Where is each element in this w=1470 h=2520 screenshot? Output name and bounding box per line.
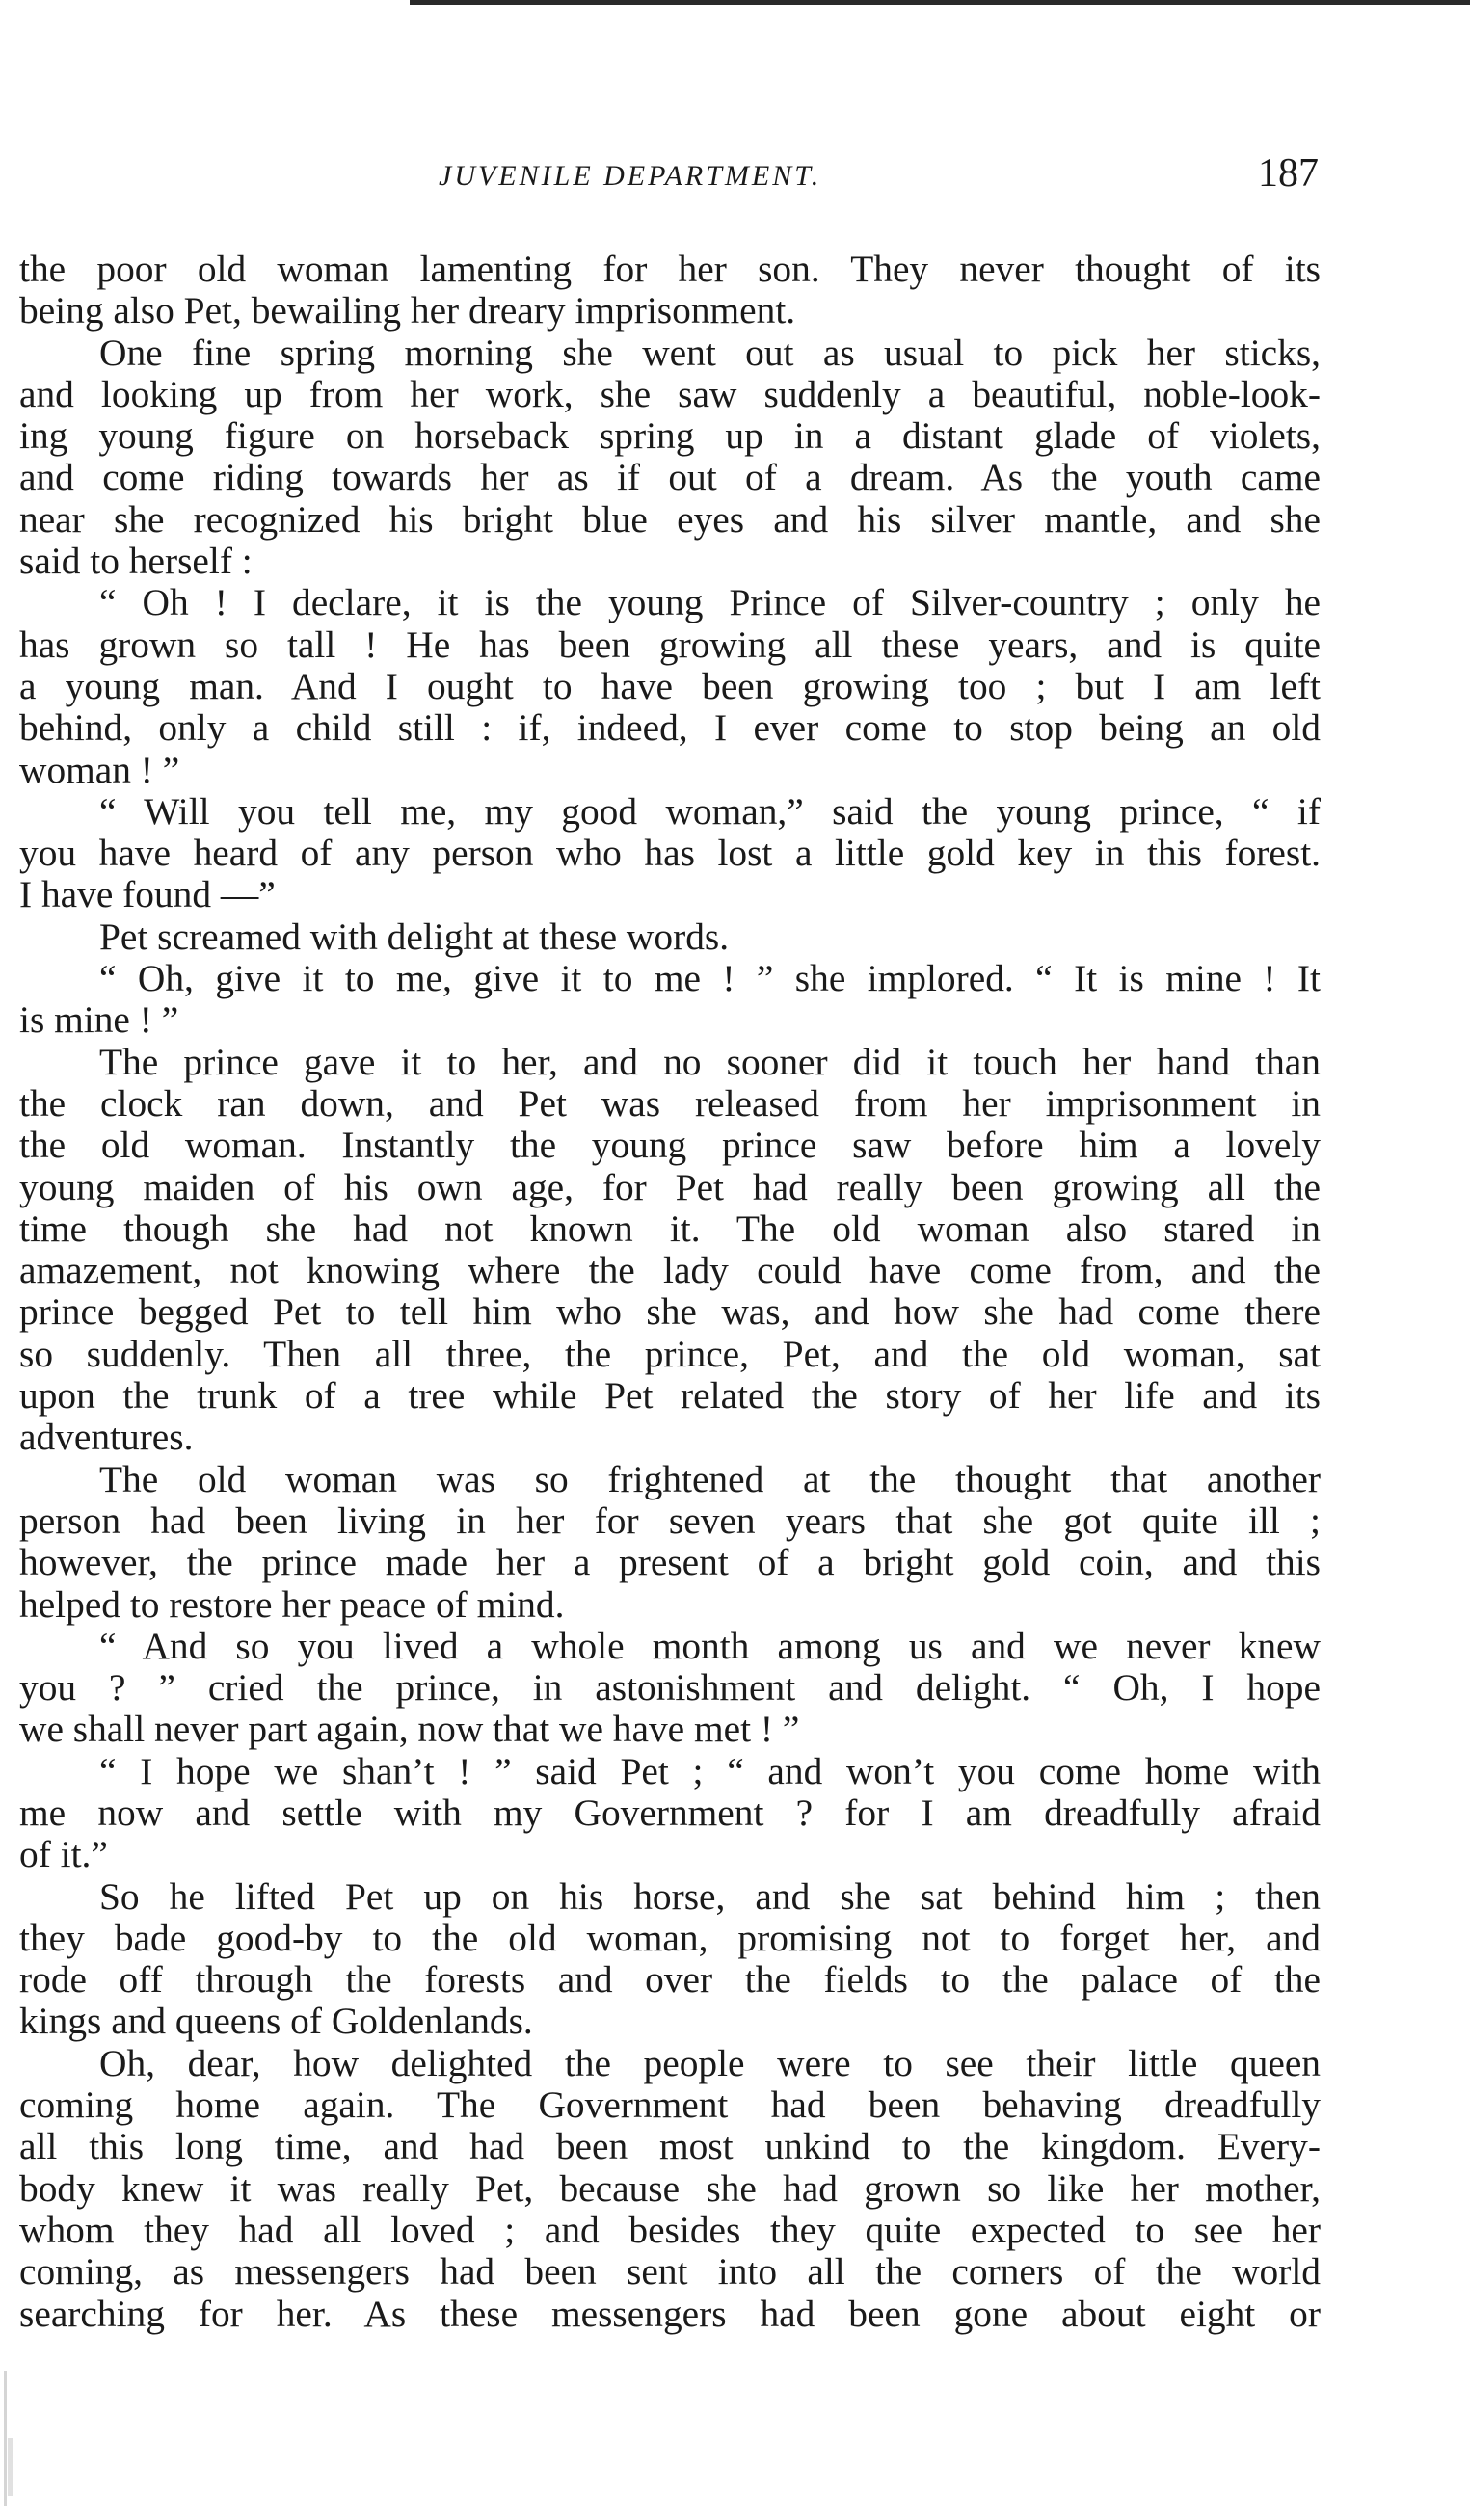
text-line: Pet screamed with delight at these words.: [99, 915, 730, 958]
text-line: the clock ran down, and Pet was released from her imprisonment in: [19, 1081, 1321, 1125]
scan-speckle: [8, 2438, 13, 2496]
top-edge-rule: [410, 0, 1470, 5]
text-line: so suddenly. Then all three, the prince, Pet, and the old woman, sat: [19, 1332, 1321, 1375]
text-line: has grown so tall ! He has been growing all these years, and is quite: [19, 623, 1321, 666]
text-line: we shall never part again, now that we have met ! ”: [19, 1708, 800, 1751]
text-line: the old woman. Instantly the young prince saw before him a lovely: [19, 1124, 1321, 1167]
text-line: of it.”: [19, 1833, 108, 1876]
text-line: “ Will you tell me, my good woman,” said the young prince, “ if: [99, 789, 1321, 833]
running-head: [0, 145, 1470, 202]
text-line: One fine spring morning she went out as usual to pick her sticks,: [99, 331, 1321, 374]
text-line: “ Oh ! I declare, it is the young Prince of Silver-country ; only he: [99, 581, 1321, 624]
text-line: The old woman was so frightened at the thought that another: [99, 1457, 1321, 1500]
text-line: Oh, dear, how delighted the people were to see their little queen: [99, 2041, 1321, 2084]
scan-speckle: [4, 2371, 7, 2506]
text-line: I have found —”: [19, 873, 276, 916]
text-line: young maiden of his own age, for Pet had really been growing all the: [19, 1165, 1321, 1208]
text-line: you have heard of any person who has lost a little gold key in this forest.: [19, 832, 1321, 875]
text-line: “ I hope we shan’t ! ” said Pet ; “ and won’t you come home with: [99, 1749, 1321, 1792]
text-line: you ? ” cried the prince, in astonishment and delight. “ Oh, I hope: [19, 1666, 1321, 1710]
text-line: “ Oh, give it to me, give it to me ! ” she implored. “ It is mine ! It: [99, 957, 1321, 1000]
text-line: The prince gave it to her, and no sooner did it touch her hand than: [99, 1040, 1321, 1083]
text-line: searching for her. As these messengers had been gone about eight or: [19, 2292, 1321, 2335]
text-line: “ And so you lived a whole month among us and we never knew: [99, 1624, 1321, 1667]
text-line: So he lifted Pet up on his horse, and she sat behind him ; then: [99, 1874, 1321, 1918]
text-line: and come riding towards her as if out of a dream. As the youth came: [19, 456, 1321, 499]
text-line: ing young figure on horseback spring up in a distant glade of violets,: [19, 414, 1321, 458]
text-line: amazement, not knowing where the lady could have come from, and the: [19, 1249, 1321, 1292]
text-line: near she recognized his bright blue eyes and his silver mantle, and she: [19, 497, 1321, 541]
text-line: prince begged Pet to tell him who she was, and how she had come there: [19, 1290, 1321, 1334]
text-line: all this long time, and had been most unkind to the kingdom. Every-: [19, 2125, 1321, 2168]
text-line: whom they had all loved ; and besides they quite expected to see her: [19, 2208, 1321, 2251]
text-line: woman ! ”: [19, 748, 180, 791]
text-line: person had been living in her for seven years that she got quite ill ;: [19, 1499, 1321, 1542]
text-line: body knew it was really Pet, because she had grown so like her mother,: [19, 2166, 1321, 2210]
text-line: coming home again. The Government had been behaving dreadfully: [19, 2083, 1321, 2127]
text-line: rode off through the forests and over the fields to the palace of the: [19, 1958, 1321, 2002]
text-line: a young man. And I ought to have been growing too ; but I am left: [19, 664, 1321, 707]
text-line: helped to restore her peace of mind.: [19, 1582, 565, 1626]
text-line: me now and settle with my Government ? for I am dreadfully afraid: [19, 1791, 1321, 1834]
text-line: however, the prince made her a present of a bright gold coin, and this: [19, 1541, 1321, 1584]
text-line: said to herself :: [19, 540, 253, 583]
text-line: upon the trunk of a tree while Pet related the story of her life and its: [19, 1374, 1321, 1418]
text-line: the poor old woman lamenting for her son. They never thought of its: [19, 248, 1321, 290]
text-line: time though she had not known it. The old woman also stared in: [19, 1207, 1321, 1250]
text-line: and looking up from her work, she saw suddenly a beautiful, noble-look-: [19, 372, 1321, 415]
page-number: 187: [1258, 151, 1319, 196]
text-line: coming, as messengers had been sent into all the corners of the world: [19, 2250, 1321, 2294]
body-text: [19, 249, 1321, 2335]
text-line: behind, only a child still : if, indeed, I ever come to stop being an old: [19, 706, 1321, 750]
text-line: kings and queens of Goldenlands.: [19, 2000, 533, 2043]
text-line: being also Pet, bewailing her dreary imprisonment.: [19, 289, 796, 332]
running-title: JUVENILE DEPARTMENT.: [439, 160, 822, 192]
text-line: adventures.: [19, 1416, 194, 1459]
text-line: they bade good-by to the old woman, promising not to forget her, and: [19, 1916, 1321, 1959]
text-line: is mine ! ”: [19, 998, 179, 1042]
